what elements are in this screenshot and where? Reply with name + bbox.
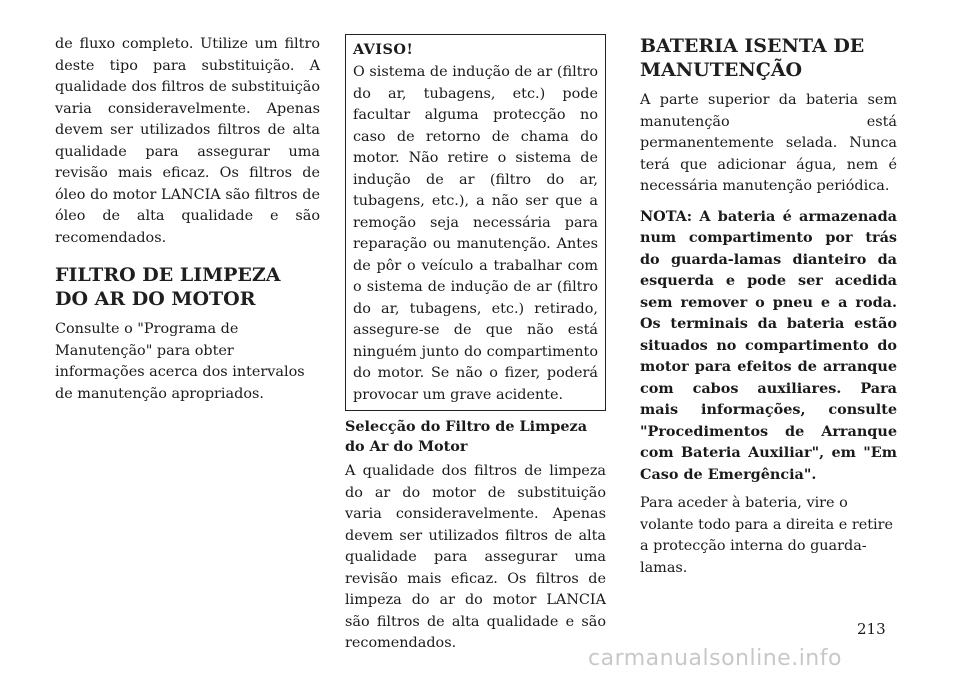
paragraph-maintenance-ref: Consulte o "Programa de Manutenção" para obter informações acerca dos intervalos de manutenção apropriados. [55, 321, 305, 402]
warning-box [345, 34, 606, 411]
subheading-air-filter-selection: Selecção do Filtro de Limpeza do Ar do Motor [345, 418, 588, 455]
paragraph-battery-sealed: A parte superior da bateria sem manutenção está permanentemente selada. Nunca terá que adicionar água, nem é necessária manutenção periódica. [640, 92, 897, 194]
heading-air-filter: FILTRO DE LIMPEZA DO AR DO MOTOR [55, 264, 281, 310]
column-middle [345, 34, 606, 663]
paragraph-oil-filter: de fluxo completo. Utilize um filtro deste tipo para substituição. A qualidade dos filtros de substituição varia consideravelmente. Apenas devem ser utilizados filtros de alta qualidade para assegurar uma revisão mais eficaz. Os filtros de óleo do motor LANCIA são filtros de óleo de alta qualidade e são recomendados. [55, 36, 320, 246]
paragraph-battery-access: Para aceder à bateria, vire o volante todo para a direita e retire a protecção interna do guarda-lamas. [640, 495, 894, 576]
column-right [640, 34, 897, 587]
note-battery-location: NOTA: A bateria é armazenada num compartimento por trás do guarda-lamas dianteiro da esquerda e pode ser acedida sem remover o pneu e a roda. Os terminais da bateria estão situados no compartimento do motor para efeitos de arranque com cabos auxiliares. Para mais informações, consulte "Procedimentos de Arranque com Bateria Auxiliar", em "Em Caso de Emergência". [640, 207, 897, 483]
watermark: carmanualsonline.info [588, 646, 842, 671]
heading-battery: BATERIA ISENTA DE MANUTENÇÃO [640, 35, 865, 81]
column-left [55, 34, 320, 413]
paragraph-air-filter-quality: A qualidade dos filtros de limpeza do ar do motor de substituição varia consideravelmente. Apenas devem ser utilizados filtros de alta qualidade para assegurar uma revisão mais eficaz. Os filtros de limpeza do ar do motor LANCIA são filtros de alta qualidade e são recomendados. [345, 463, 606, 651]
warning-title: AVISO! [353, 41, 414, 58]
warning-text: O sistema de indução de ar (filtro do ar, tubagens, etc.) pode facultar alguma protecção no caso de retorno de chama do motor. Não retire o sistema de indução de ar (filtro do ar, tubagens, etc.), a não ser que a remoção seja necessária para reparação ou manutenção. Antes de pôr o veículo a trabalhar com o sistema de indução de ar (filtro do ar, tubagens, etc.) retirado, assegure-se de que não está ninguém junto do compartimento do motor. Se não o fizer, poderá provocar um grave acidente. [353, 64, 598, 403]
page-number: 213 [857, 620, 886, 638]
